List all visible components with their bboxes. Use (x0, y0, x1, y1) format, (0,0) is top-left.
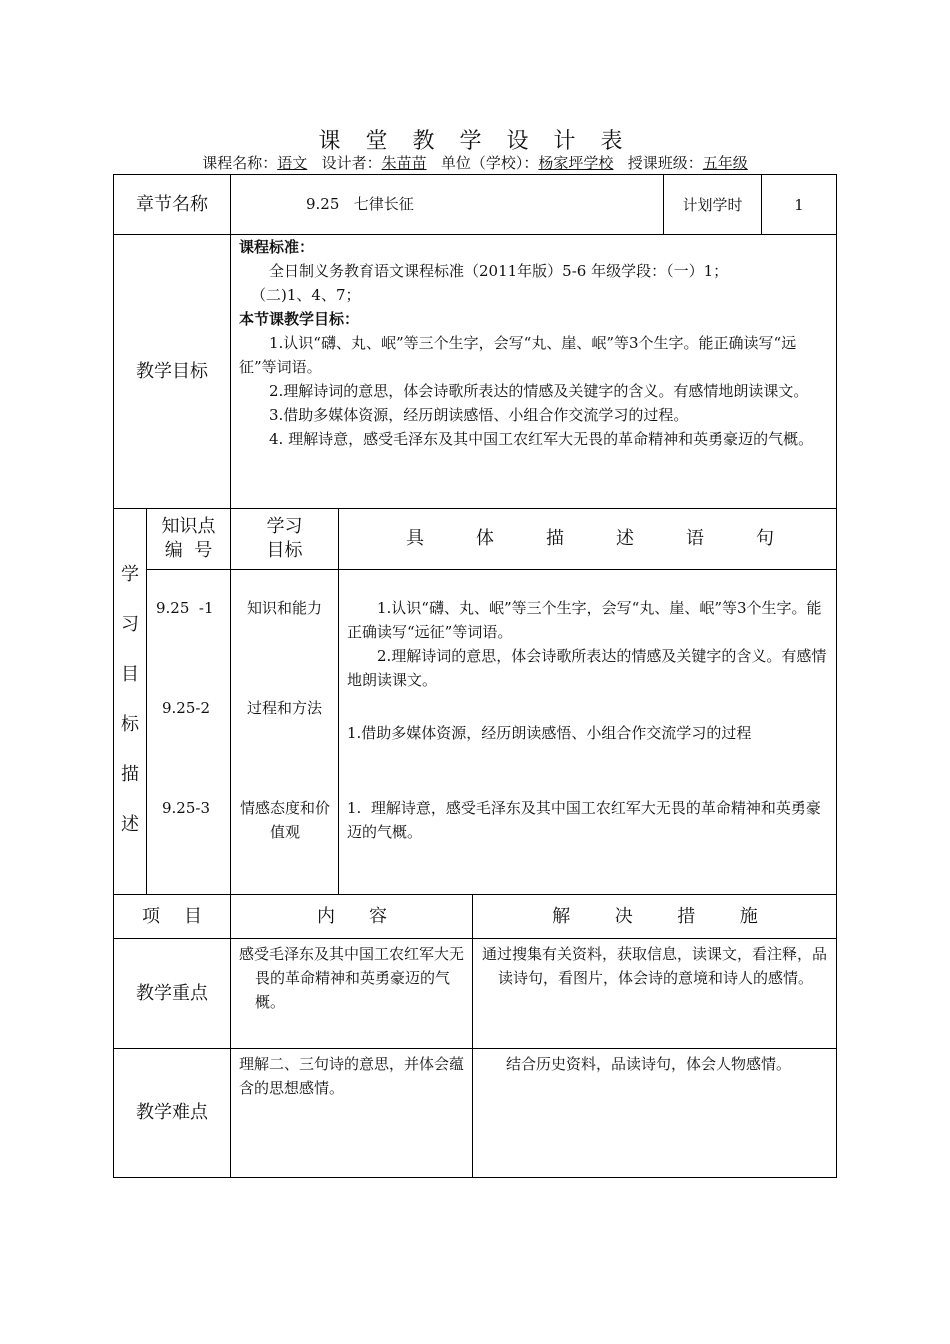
objective-item: 3.借助多媒体资源，经历朗读感悟、小组合作交流学习的过程。 (269, 406, 689, 424)
rule (472, 894, 473, 1178)
objective-item: 4. 理解诗意，感受毛泽东及其中国工农红军大无畏的革命精神和英勇豪迈的气概。 (269, 430, 814, 448)
objective-type-3: 情感态度和价值观 (239, 799, 330, 841)
header-line: 学习 (266, 516, 303, 537)
difficulty-content: 理解二、三句诗的意思，并体会蕴含的思想感情。 (239, 1055, 465, 1097)
col-header-description (380, 509, 800, 569)
col-header-knowledge-id (147, 509, 230, 569)
planned-hours-value: 1 (794, 195, 804, 214)
header-char: 解 (552, 905, 571, 927)
side-char: 目 (121, 664, 139, 685)
description-block-2 (347, 721, 831, 745)
class-value: 五年级 (702, 154, 748, 172)
header-char: 具 (406, 528, 424, 549)
rule (113, 1177, 837, 1178)
difficulty-label: 教学难点 (136, 1102, 208, 1123)
course-meta (0, 152, 950, 173)
header-char: 句 (756, 528, 774, 549)
header-line: 目标 (266, 540, 303, 561)
col-header-objective (231, 509, 338, 569)
description-block-1 (347, 596, 831, 692)
header-line: 知识点 (161, 516, 216, 537)
rule (836, 174, 837, 1178)
header-char: 施 (739, 905, 758, 927)
learning-side-label (114, 550, 146, 850)
objective-type-2: 过程和方法 (246, 699, 322, 717)
class-label: 授课班级： (627, 154, 703, 172)
header-char: 语 (686, 528, 704, 549)
course-value: 语文 (277, 154, 308, 172)
key-point-content: 感受毛泽东及其中国工农红军大无畏的革命精神和英勇豪迈的气概。 (239, 945, 465, 1011)
header-line: 编 号 (164, 540, 213, 561)
header-char: 体 (476, 528, 494, 549)
header-char: 项 (142, 905, 160, 927)
objective-item: 1.认识“礴、丸、岷”等三个生字，会写“丸、崖、岷”等3个生字。能正确读写“远征”等词语。 (239, 334, 797, 376)
chapter-value: 9.25 七律长征 (306, 195, 414, 213)
side-char: 习 (121, 614, 139, 635)
course-label: 课程名称： (202, 154, 278, 172)
side-char: 述 (121, 814, 139, 835)
knowledge-id-3: 9.25-3 (162, 799, 211, 817)
planned-hours-label: 计划学时 (682, 195, 743, 214)
header-char: 述 (616, 528, 634, 549)
teaching-goals-label: 教学目标 (136, 360, 208, 382)
header-char: 措 (677, 905, 696, 927)
description-sentence: 1.借助多媒体资源，经历朗读感悟、小组合作交流学习的过程 (347, 724, 752, 742)
col-header-item (130, 895, 214, 938)
objective-type-1: 知识和能力 (246, 599, 322, 617)
description-block-3 (347, 796, 831, 844)
description-sentence: 1.认识“礴、丸、岷”等三个生字，会写“丸、崖、岷”等3个生字。能正确读写“远征”等词语。 (347, 599, 822, 641)
unit-label: 单位（学校）： (440, 154, 539, 172)
side-char: 学 (121, 564, 139, 585)
description-sentence: 1. 理解诗意，感受毛泽东及其中国工农红军大无畏的革命精神和英勇豪迈的气概。 (347, 799, 821, 841)
objective-item: 2.理解诗词的意思，体会诗歌所表达的情感及关键字的含义。有感情地朗读课文。 (269, 382, 809, 400)
knowledge-id-1: 9.25 -1 (156, 599, 214, 617)
designer-label: 设计者： (321, 154, 382, 172)
side-char: 标 (121, 714, 139, 735)
knowledge-id-2: 9.25-2 (162, 699, 211, 717)
rule (146, 569, 837, 570)
difficulty-solution: 结合历史资料，品读诗句，体会人物感情。 (506, 1055, 792, 1073)
rule (230, 894, 231, 1178)
teaching-goals-content (239, 235, 831, 451)
rule (338, 508, 339, 895)
course-standard-text: 全日制义务教育语文课程标准（2011年版）5-6 年级学段：（一）1； (269, 262, 729, 280)
rule (230, 174, 231, 509)
header-char: 目 (184, 905, 202, 927)
description-sentence: 2.理解诗词的意思，体会诗歌所表达的情感及关键字的含义。有感情地朗读课文。 (347, 647, 827, 689)
page-title: 课 堂 教 学 设 计 表 (318, 129, 632, 154)
col-header-content (300, 895, 404, 938)
unit-value: 杨家坪学校 (538, 154, 614, 172)
chapter-label: 章节名称 (136, 193, 208, 215)
header-char: 容 (369, 905, 387, 927)
key-point-label: 教学重点 (136, 982, 208, 1004)
course-standard-heading: 课程标准： (239, 238, 315, 256)
header-char: 内 (317, 905, 335, 927)
objectives-heading: 本节课教学目标： (239, 310, 360, 328)
side-char: 描 (121, 764, 139, 785)
col-header-solution (530, 895, 780, 938)
course-standard-text: （二)1、4、7； (251, 286, 361, 304)
header-char: 决 (614, 905, 633, 927)
designer-value: 朱苗苗 (381, 154, 427, 172)
header-char: 描 (546, 528, 564, 549)
key-point-solution: 通过搜集有关资料，获取信息，读课文，看注释，品读诗句，看图片，体会诗的意境和诗人的感情。 (482, 945, 828, 987)
